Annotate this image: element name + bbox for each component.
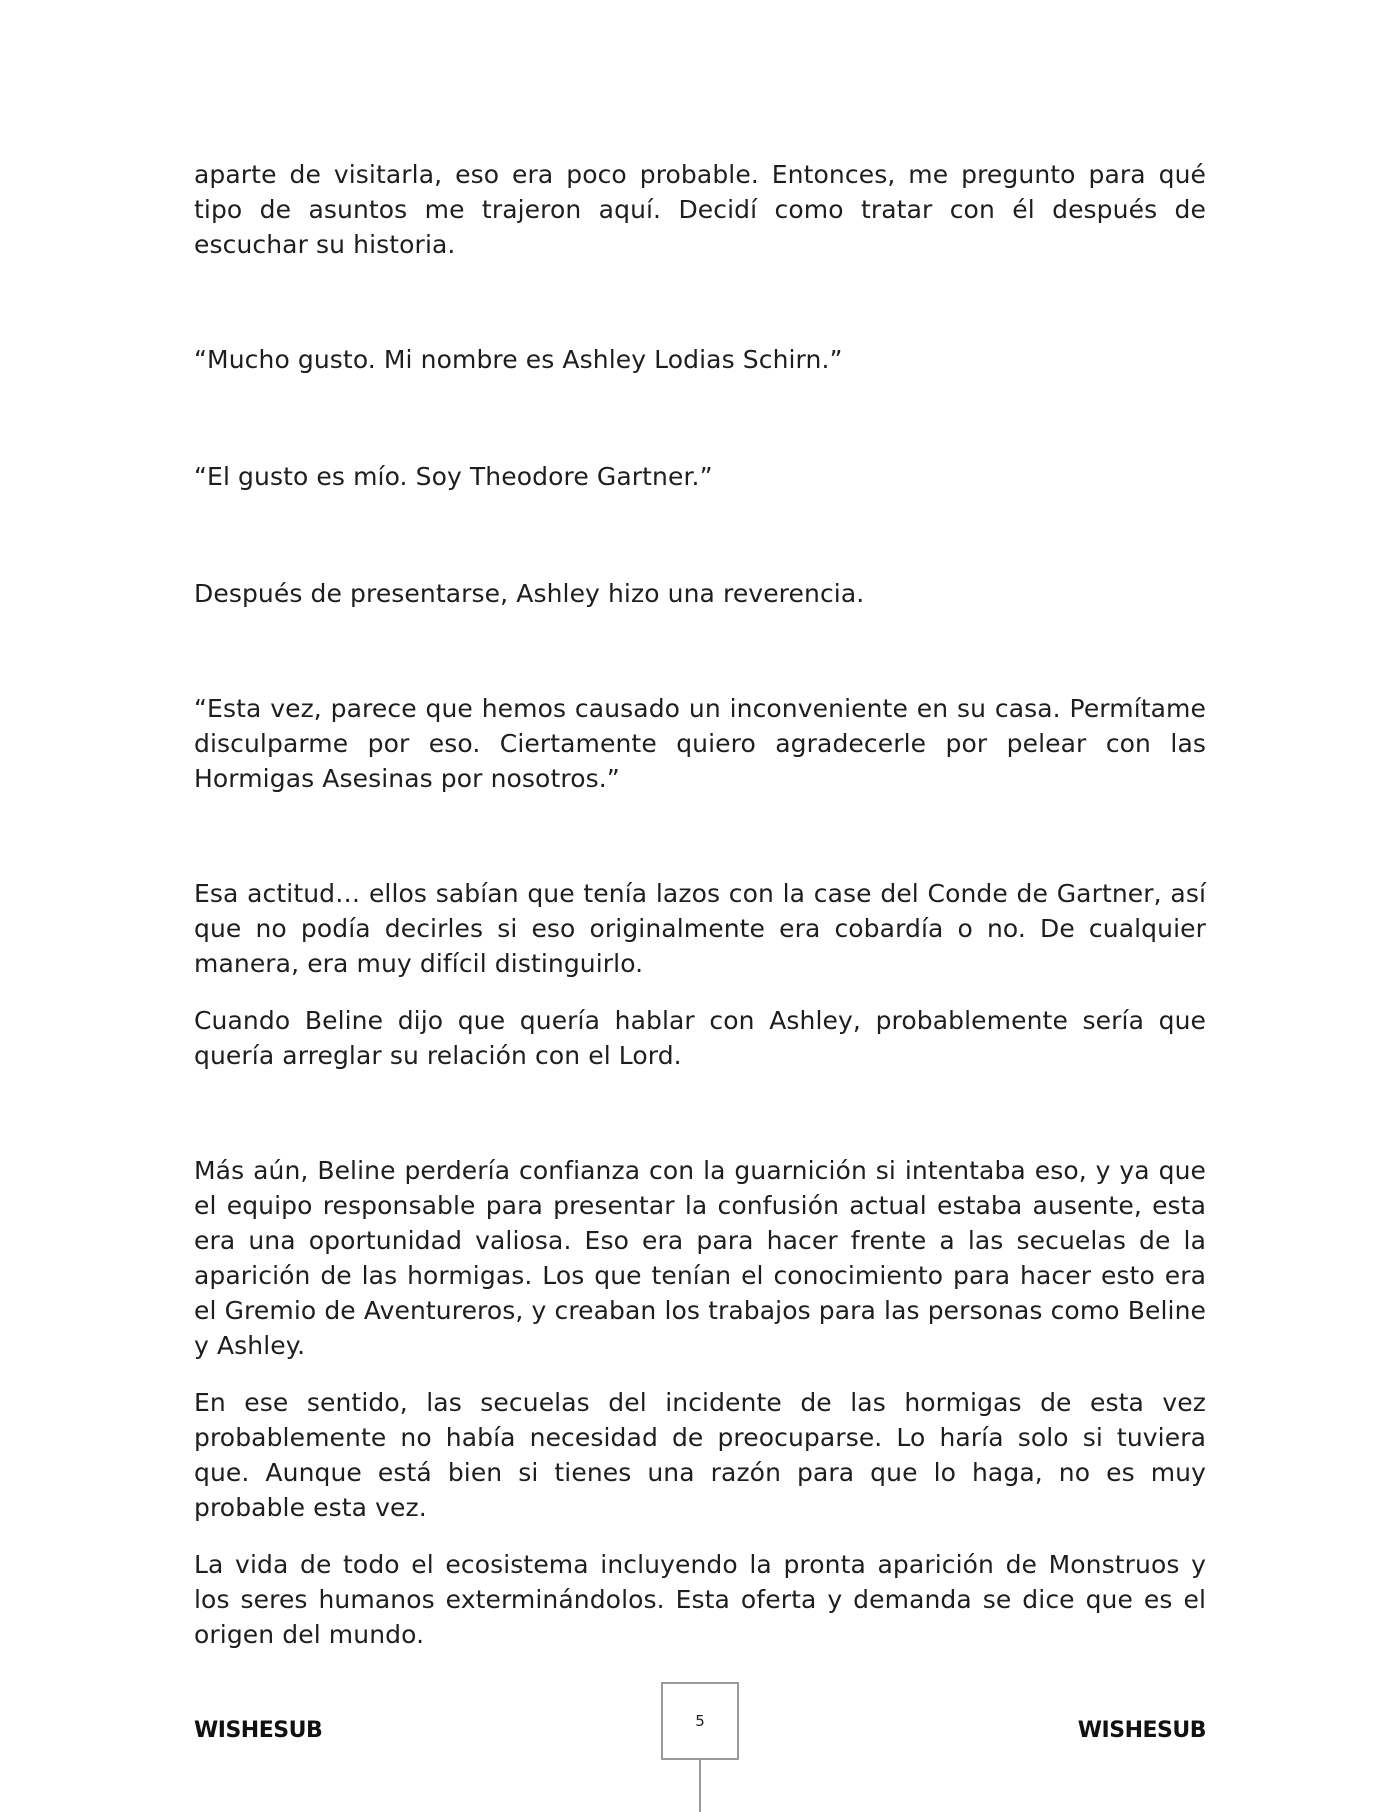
dialogue-paragraph: “Esta vez, parece que hemos causado un inconveniente en su casa. Permítame disculparme por eso. Ciertamente quiero agradecerle por pelear con las Hormigas Asesinas por nosotros.” <box>194 694 1206 793</box>
page-number-stem <box>699 1760 701 1812</box>
footer-brand-right: WISHESUB <box>1077 1718 1206 1743</box>
dialogue-paragraph: “El gusto es mío. Soy Theodore Gartner.” <box>194 462 713 491</box>
paragraph: aparte de visitarla, eso era poco probable. Entonces, me pregunto para qué tipo de asuntos me trajeron aquí. Decidí como tratar con él después de escuchar su historia. <box>194 160 1206 259</box>
paragraph: En ese sentido, las secuelas del incidente de las hormigas de esta vez probablemente no había necesidad de preocuparse. Lo haría solo si tuviera que. Aunque está bien si tienes una razón para que lo haga, no es muy probable esta vez. <box>194 1388 1206 1522</box>
paragraph: Cuando Beline dijo que quería hablar con Ashley, probablemente sería que quería arreglar su relación con el Lord. <box>194 1006 1206 1070</box>
paragraph: Después de presentarse, Ashley hizo una reverencia. <box>194 579 865 608</box>
page-body <box>194 157 1206 1652</box>
paragraph: Más aún, Beline perdería confianza con la guarnición si intentaba eso, y ya que el equipo responsable para presentar la confusión actual estaba ausente, esta era una oportunidad valiosa. Eso era para hacer frente a las secuelas de la aparición de las hormigas. Los que tenían el conocimiento para hacer esto era el Gremio de Aventureros, y creaban los trabajos para las personas como Beline y Ashley. <box>194 1156 1206 1360</box>
paragraph: La vida de todo el ecosistema incluyendo la pronta aparición de Monstruos y los seres humanos exterminándolos. Esta oferta y demanda se dice que es el origen del mundo. <box>194 1550 1206 1649</box>
paragraph: Esa actitud… ellos sabían que tenía lazos con la case del Conde de Gartner, así que no podía decirles si eso originalmente era cobardía o no. De cualquier manera, era muy difícil distinguirlo. <box>194 879 1206 978</box>
page-number: 5 <box>695 1712 705 1730</box>
page-number-box <box>661 1682 739 1760</box>
footer-brand-left: WISHESUB <box>194 1718 323 1743</box>
dialogue-paragraph: “Mucho gusto. Mi nombre es Ashley Lodias Schirn.” <box>194 345 843 374</box>
